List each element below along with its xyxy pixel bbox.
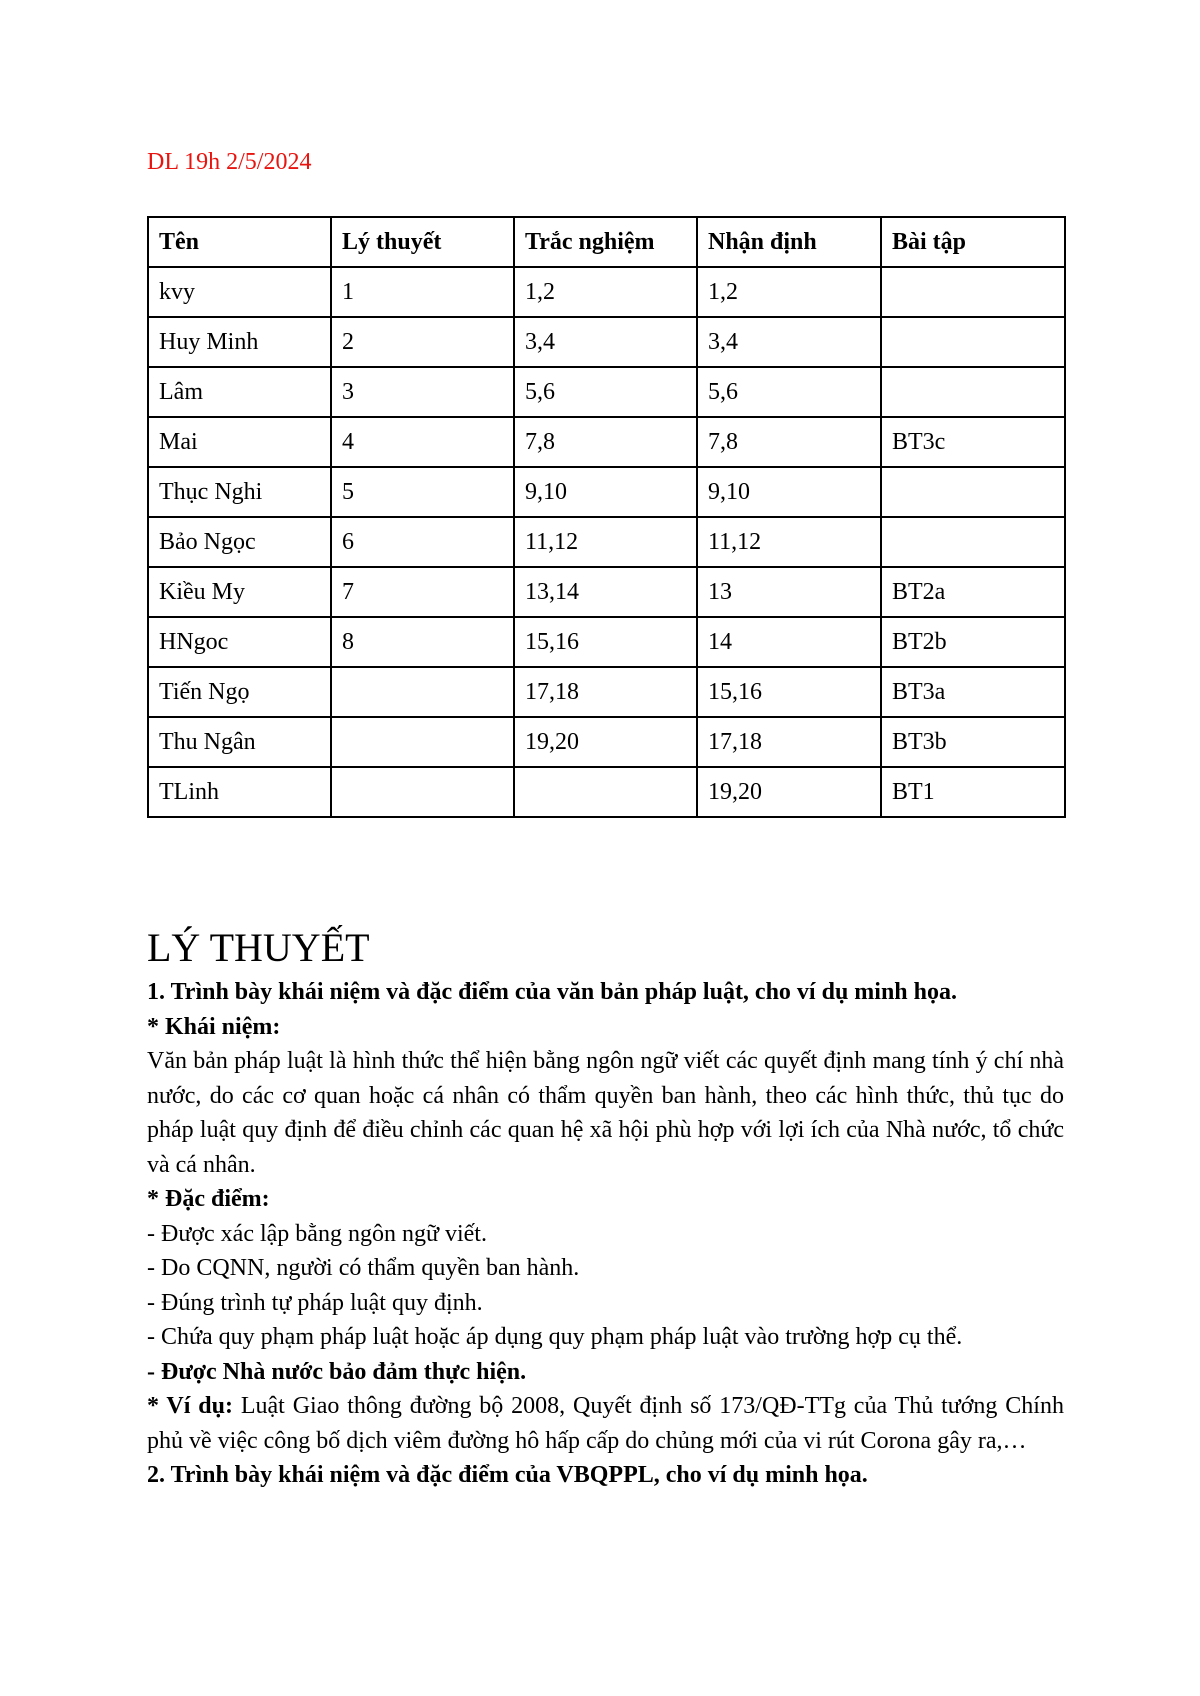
header-theory: Lý thuyết xyxy=(331,217,514,267)
cell-assessment: 9,10 xyxy=(697,467,881,517)
cell-exercise: BT3b xyxy=(881,717,1065,767)
cell-theory xyxy=(331,767,514,817)
question-1: 1. Trình bày khái niệm và đặc điểm của văn bản pháp luật, cho ví dụ minh họa. xyxy=(147,979,957,1005)
assignment-table xyxy=(147,216,1066,818)
features-heading: * Đặc điểm: xyxy=(147,1186,270,1212)
cell-theory xyxy=(331,667,514,717)
cell-multiple-choice: 7,8 xyxy=(514,417,697,467)
feature-item: - Chứa quy phạm pháp luật hoặc áp dụng quy phạm pháp luật vào trường hợp cụ thể. xyxy=(147,1324,963,1350)
cell-theory: 2 xyxy=(331,317,514,367)
example-label: * Ví dụ: xyxy=(147,1393,233,1419)
cell-assessment: 11,12 xyxy=(697,517,881,567)
cell-assessment: 3,4 xyxy=(697,317,881,367)
cell-name: Mai xyxy=(148,417,331,467)
cell-name: Kiều My xyxy=(148,567,331,617)
cell-exercise: BT2b xyxy=(881,617,1065,667)
cell-name: Lâm xyxy=(148,367,331,417)
example-paragraph xyxy=(147,1389,1064,1458)
cell-name: kvy xyxy=(148,267,331,317)
cell-assessment: 15,16 xyxy=(697,667,881,717)
cell-exercise: BT1 xyxy=(881,767,1065,817)
concept-heading: * Khái niệm: xyxy=(147,1013,281,1040)
cell-assessment: 19,20 xyxy=(697,767,881,817)
deadline-note: DL 19h 2/5/2024 xyxy=(147,149,312,175)
cell-name: Bảo Ngọc xyxy=(148,517,331,567)
cell-exercise xyxy=(881,367,1065,417)
cell-multiple-choice: 13,14 xyxy=(514,567,697,617)
concept-text: Văn bản pháp luật là hình thức thể hiện bằng ngôn ngữ viết các quyết định mang tính ý chí nhà nước, do các cơ quan hoặc cá nhân có thẩm quyền ban hành, theo các hình thức, thủ tục do pháp luật quy định để điều chỉnh các quan hệ xã hội phù hợp với lợi ích của Nhà nước, tổ chức và cá nhân. xyxy=(147,1048,1064,1178)
cell-multiple-choice: 15,16 xyxy=(514,617,697,667)
feature-item: - Đúng trình tự pháp luật quy định. xyxy=(147,1289,483,1316)
table-row xyxy=(148,267,1065,317)
table-header-row xyxy=(148,217,1065,267)
cell-exercise xyxy=(881,317,1065,367)
cell-multiple-choice xyxy=(514,767,697,817)
table-row xyxy=(148,617,1065,667)
feature-item: - Do CQNN, người có thẩm quyền ban hành. xyxy=(147,1255,580,1281)
header-assessment: Nhận định xyxy=(697,217,881,267)
cell-multiple-choice: 17,18 xyxy=(514,667,697,717)
table-row xyxy=(148,717,1065,767)
cell-exercise xyxy=(881,467,1065,517)
feature-item-bold: - Được Nhà nước bảo đảm thực hiện. xyxy=(147,1358,527,1385)
cell-assessment: 5,6 xyxy=(697,367,881,417)
table-row xyxy=(148,567,1065,617)
cell-theory: 6 xyxy=(331,517,514,567)
table-row xyxy=(148,467,1065,517)
cell-name: Thục Nghi xyxy=(148,467,331,517)
cell-theory: 5 xyxy=(331,467,514,517)
cell-assessment: 1,2 xyxy=(697,267,881,317)
header-exercise: Bài tập xyxy=(881,217,1065,267)
cell-exercise: BT2a xyxy=(881,567,1065,617)
header-name: Tên xyxy=(148,217,331,267)
cell-theory xyxy=(331,717,514,767)
cell-exercise xyxy=(881,517,1065,567)
cell-assessment: 17,18 xyxy=(697,717,881,767)
question-2: 2. Trình bày khái niệm và đặc điểm của VBQPPL, cho ví dụ minh họa. xyxy=(147,1462,868,1488)
cell-multiple-choice: 1,2 xyxy=(514,267,697,317)
cell-multiple-choice: 9,10 xyxy=(514,467,697,517)
cell-theory: 7 xyxy=(331,567,514,617)
table-row xyxy=(148,667,1065,717)
cell-multiple-choice: 11,12 xyxy=(514,517,697,567)
cell-theory: 4 xyxy=(331,417,514,467)
table-row xyxy=(148,317,1065,367)
header-multiple-choice: Trắc nghiệm xyxy=(514,217,697,267)
example-text: Luật Giao thông đường bộ 2008, Quyết định số 173/QĐ-TTg của Thủ tướng Chính phủ về việc công bố dịch viêm đường hô hấp cấp do chủng mới của vi rút Corona gây ra,… xyxy=(147,1393,1064,1454)
cell-exercise: BT3a xyxy=(881,667,1065,717)
table-row xyxy=(148,367,1065,417)
cell-name: TLinh xyxy=(148,767,331,817)
table-row xyxy=(148,767,1065,817)
cell-name: Tiến Ngọ xyxy=(148,667,331,717)
cell-name: Huy Minh xyxy=(148,317,331,367)
section-title: LÝ THUYẾT xyxy=(147,925,370,970)
cell-multiple-choice: 5,6 xyxy=(514,367,697,417)
table-row xyxy=(148,417,1065,467)
cell-assessment: 13 xyxy=(697,567,881,617)
cell-theory: 1 xyxy=(331,267,514,317)
feature-item: - Được xác lập bằng ngôn ngữ viết. xyxy=(147,1220,487,1247)
cell-exercise: BT3c xyxy=(881,417,1065,467)
cell-theory: 8 xyxy=(331,617,514,667)
cell-name: HNgoc xyxy=(148,617,331,667)
cell-exercise xyxy=(881,267,1065,317)
cell-multiple-choice: 3,4 xyxy=(514,317,697,367)
table-row xyxy=(148,517,1065,567)
cell-assessment: 7,8 xyxy=(697,417,881,467)
cell-name: Thu Ngân xyxy=(148,717,331,767)
cell-theory: 3 xyxy=(331,367,514,417)
theory-section xyxy=(147,925,1064,1493)
cell-assessment: 14 xyxy=(697,617,881,667)
cell-multiple-choice: 19,20 xyxy=(514,717,697,767)
